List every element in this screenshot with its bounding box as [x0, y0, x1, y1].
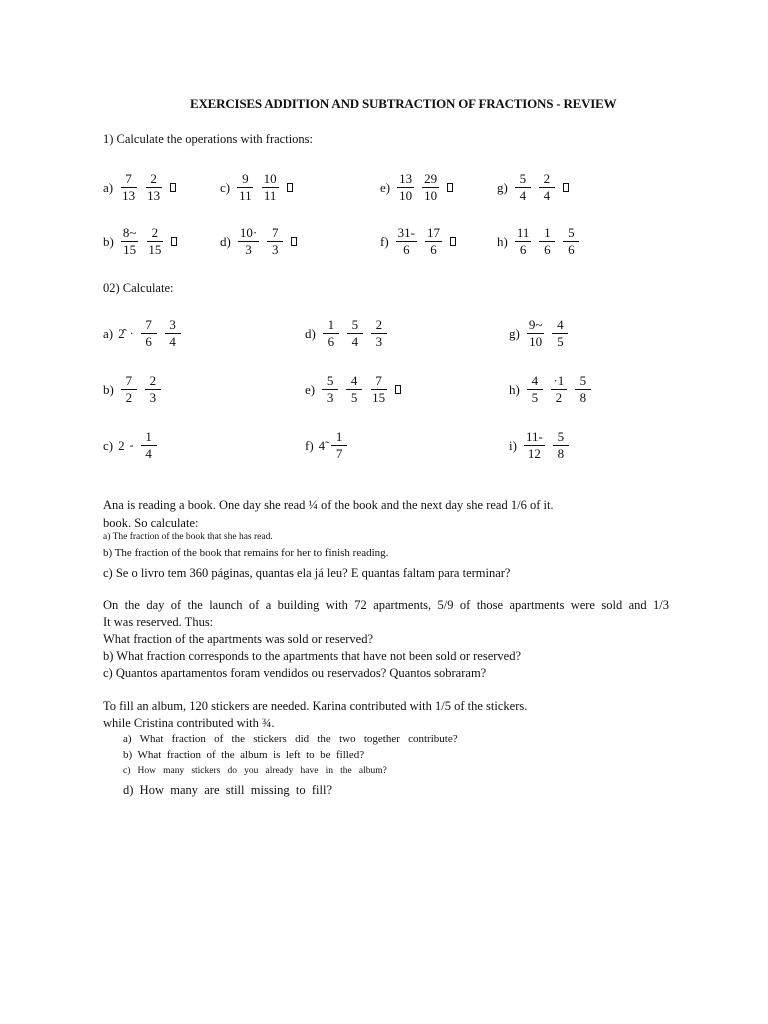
- numerator: 11: [516, 225, 530, 240]
- numerator: 1: [141, 430, 157, 446]
- denominator: 10: [529, 333, 543, 349]
- s1-item-f: [380, 226, 456, 256]
- numerator: 4: [552, 318, 568, 334]
- numerator: 31-: [397, 225, 416, 240]
- denominator: 10: [424, 187, 438, 203]
- denominator: 15: [148, 241, 162, 257]
- item-label: f): [305, 437, 314, 453]
- fraction: [397, 172, 414, 202]
- answer-box-icon: [563, 183, 569, 192]
- fraction: [527, 374, 543, 404]
- s2-item-b: [103, 374, 165, 404]
- denominator: 10: [399, 187, 413, 203]
- fraction: [347, 318, 363, 348]
- denominator: 3: [149, 389, 157, 405]
- item-label: c): [220, 179, 231, 195]
- numerator: 2: [371, 318, 387, 334]
- numerator: 5: [347, 318, 363, 334]
- numerator: 10·: [239, 225, 258, 240]
- problem1-question-a: a) The fraction of the book that she has read.: [103, 532, 273, 542]
- answer-box-icon: [395, 385, 401, 394]
- item-label: e): [380, 179, 391, 195]
- denominator: 6: [403, 241, 410, 257]
- fraction: [524, 430, 545, 460]
- whole-number: 4̃: [318, 437, 326, 453]
- fraction: [121, 226, 139, 256]
- numerator: 17: [427, 225, 441, 240]
- s1-item-d: [220, 226, 297, 256]
- fraction: [551, 374, 567, 404]
- item-label: e): [305, 381, 316, 397]
- denominator: 4: [351, 333, 359, 349]
- numerator: 5: [515, 172, 531, 188]
- item-label: b): [103, 381, 114, 397]
- numerator: 5: [553, 430, 569, 446]
- item-label: c): [103, 437, 114, 453]
- s1-item-h: [497, 226, 583, 256]
- numerator: 10: [263, 171, 277, 186]
- item-label: a): [103, 179, 114, 195]
- fraction: [120, 172, 137, 202]
- s1-item-b: [103, 226, 177, 256]
- fraction: [515, 172, 531, 202]
- fraction: [539, 172, 555, 202]
- denominator: 8: [557, 445, 565, 461]
- item-label: f): [380, 233, 389, 249]
- denominator: 4: [543, 187, 551, 203]
- denominator: 4: [169, 333, 176, 349]
- fraction: [371, 318, 387, 348]
- fraction: [331, 430, 347, 460]
- numerator: 11-: [525, 429, 543, 444]
- denominator: 6: [327, 333, 335, 349]
- s2-item-d: [305, 318, 391, 348]
- fraction: [425, 226, 442, 256]
- item-label: b): [103, 233, 114, 249]
- numerator: 7: [141, 318, 157, 334]
- item-label: h): [509, 381, 520, 397]
- denominator: 15: [372, 389, 386, 405]
- fraction: [145, 172, 162, 202]
- operator: -: [129, 438, 134, 453]
- problem3-line2: while Cristina contributed with ¾.: [103, 716, 275, 730]
- problem2-question-b: b) What fraction corresponds to the apartments that have not been sold or reserved?: [103, 649, 522, 663]
- page-title: EXERCISES ADDITION AND SUBTRACTION OF FRACTIONS - REVIEW: [190, 96, 617, 111]
- item-label: h): [497, 233, 508, 249]
- problem2-line1: On the day of the launch of a building with 72 apartments, 5/9 of those apartments were sold and 1/3: [103, 598, 669, 612]
- numerator: ·1: [551, 374, 567, 390]
- item-label: d): [220, 233, 231, 249]
- item-label: d): [305, 325, 316, 341]
- answer-box-icon: [170, 183, 176, 192]
- denominator: 12: [527, 445, 541, 461]
- problem3-question-b: b) What fraction of the album is left to be filled?: [123, 749, 365, 761]
- denominator: 3: [245, 241, 252, 257]
- item-label: g): [509, 325, 520, 341]
- numerator: 8~: [122, 225, 137, 240]
- fraction: [165, 318, 181, 348]
- numerator: 7: [371, 374, 387, 390]
- numerator: 2: [147, 226, 163, 242]
- numerator: 1: [331, 430, 347, 446]
- numerator: 13: [399, 171, 413, 186]
- problem1-line1: Ana is reading a book. One day she read ¼ of the book and the next day she read 1/6 of it.: [103, 498, 554, 512]
- denominator: 2: [125, 389, 133, 405]
- whole-number: 2̂: [118, 325, 125, 341]
- denominator: 2: [555, 389, 563, 405]
- fraction: [267, 226, 283, 256]
- denominator: 7: [335, 445, 343, 461]
- numerator: 9~: [528, 317, 543, 332]
- numerator: 7: [267, 226, 283, 242]
- denominator: 6: [430, 241, 437, 257]
- fraction: [515, 226, 532, 256]
- numerator: 2: [539, 172, 555, 188]
- problem3-line1: To fill an album, 120 stickers are needed. Karina contributed with 1/5 of the stickers.: [103, 699, 528, 713]
- problem3-question-a: a) What fraction of the stickers did the two together contribute?: [123, 733, 458, 745]
- problem1-line2: book. So calculate:: [103, 516, 199, 530]
- fraction: [323, 318, 339, 348]
- answer-box-icon: [447, 183, 453, 192]
- numerator: 7: [121, 172, 137, 188]
- fraction: [237, 172, 254, 202]
- fraction: [322, 374, 338, 404]
- denominator: 5: [557, 333, 564, 349]
- problem1-question-b: b) The fraction of the book that remains for her to finish reading.: [103, 547, 389, 559]
- s2-item-c: [103, 430, 161, 460]
- fraction: [370, 374, 387, 404]
- numerator: 1: [323, 318, 339, 334]
- s1-item-a: [103, 172, 176, 202]
- fraction: [346, 374, 362, 404]
- section1-heading: 1) Calculate the operations with fractions:: [103, 132, 314, 146]
- s2-item-a: [103, 318, 185, 348]
- item-label: g): [497, 179, 508, 195]
- fraction: [553, 430, 569, 460]
- operator: ·: [129, 326, 134, 341]
- item-label: a): [103, 325, 114, 341]
- s2-item-f: [305, 430, 351, 460]
- answer-box-icon: [291, 237, 297, 246]
- s2-item-g: [509, 318, 572, 348]
- problem3-question-c: c) How many stickers do you already have in the album?: [123, 766, 387, 776]
- problem1-question-c: c) Se o livro tem 360 páginas, quantas ela já leu? E quantas faltam para terminar?: [103, 566, 511, 580]
- section2-heading: 02) Calculate:: [103, 281, 174, 295]
- fraction: [539, 226, 555, 256]
- numerator: 3: [165, 318, 181, 334]
- fraction: [262, 172, 279, 202]
- denominator: 3: [326, 389, 334, 405]
- problem3-question-d: d) How many are still missing to fill?: [123, 783, 333, 797]
- fraction: [145, 374, 161, 404]
- numerator: 5: [322, 374, 338, 390]
- fraction: [146, 226, 163, 256]
- fraction: [141, 318, 157, 348]
- answer-box-icon: [450, 237, 456, 246]
- whole-number: 2: [118, 437, 125, 453]
- numerator: 5: [575, 374, 591, 390]
- s1-item-e: [380, 172, 453, 202]
- problem2-question-c: c) Quantos apartamentos foram vendidos ou reservados? Quantos sobraram?: [103, 666, 487, 680]
- denominator: 6: [568, 241, 575, 257]
- numerator: 4: [346, 374, 362, 390]
- problem2-question-a: What fraction of the apartments was sold or reserved?: [103, 632, 374, 646]
- denominator: 11: [263, 187, 277, 203]
- denominator: 3: [375, 333, 383, 349]
- fraction: [238, 226, 259, 256]
- denominator: 4: [145, 445, 152, 461]
- fraction: [121, 374, 137, 404]
- denominator: 6: [519, 241, 527, 257]
- s2-item-e: [305, 374, 401, 404]
- denominator: 6: [145, 333, 152, 349]
- numerator: 9: [237, 172, 253, 188]
- fraction: [575, 374, 591, 404]
- denominator: 15: [123, 241, 137, 257]
- s1-item-g: [497, 172, 569, 202]
- numerator: 5: [563, 226, 579, 242]
- denominator: 3: [271, 241, 279, 257]
- numerator: 2: [145, 374, 161, 390]
- denominator: 13: [122, 187, 136, 203]
- problem2-line2: It was reserved. Thus:: [103, 615, 214, 629]
- numerator: 2: [146, 172, 162, 188]
- denominator: 4: [519, 187, 527, 203]
- denominator: 5: [350, 389, 358, 405]
- fraction: [141, 430, 157, 460]
- fraction: [527, 318, 545, 348]
- answer-box-icon: [171, 237, 177, 246]
- fraction: [552, 318, 568, 348]
- numerator: 29: [424, 171, 438, 186]
- denominator: 5: [531, 389, 539, 405]
- denominator: 6: [544, 241, 551, 257]
- fraction: [563, 226, 579, 256]
- numerator: 4: [527, 374, 543, 390]
- answer-box-icon: [287, 183, 293, 192]
- s2-item-h: [509, 374, 595, 404]
- denominator: 11: [239, 187, 252, 203]
- numerator: 1: [539, 226, 555, 242]
- fraction: [422, 172, 439, 202]
- denominator: 13: [147, 187, 161, 203]
- numerator: 7: [121, 374, 137, 390]
- s2-item-i: [509, 430, 573, 460]
- fraction: [396, 226, 417, 256]
- item-label: i): [509, 437, 517, 453]
- denominator: 8: [579, 389, 587, 405]
- s1-item-c: [220, 172, 293, 202]
